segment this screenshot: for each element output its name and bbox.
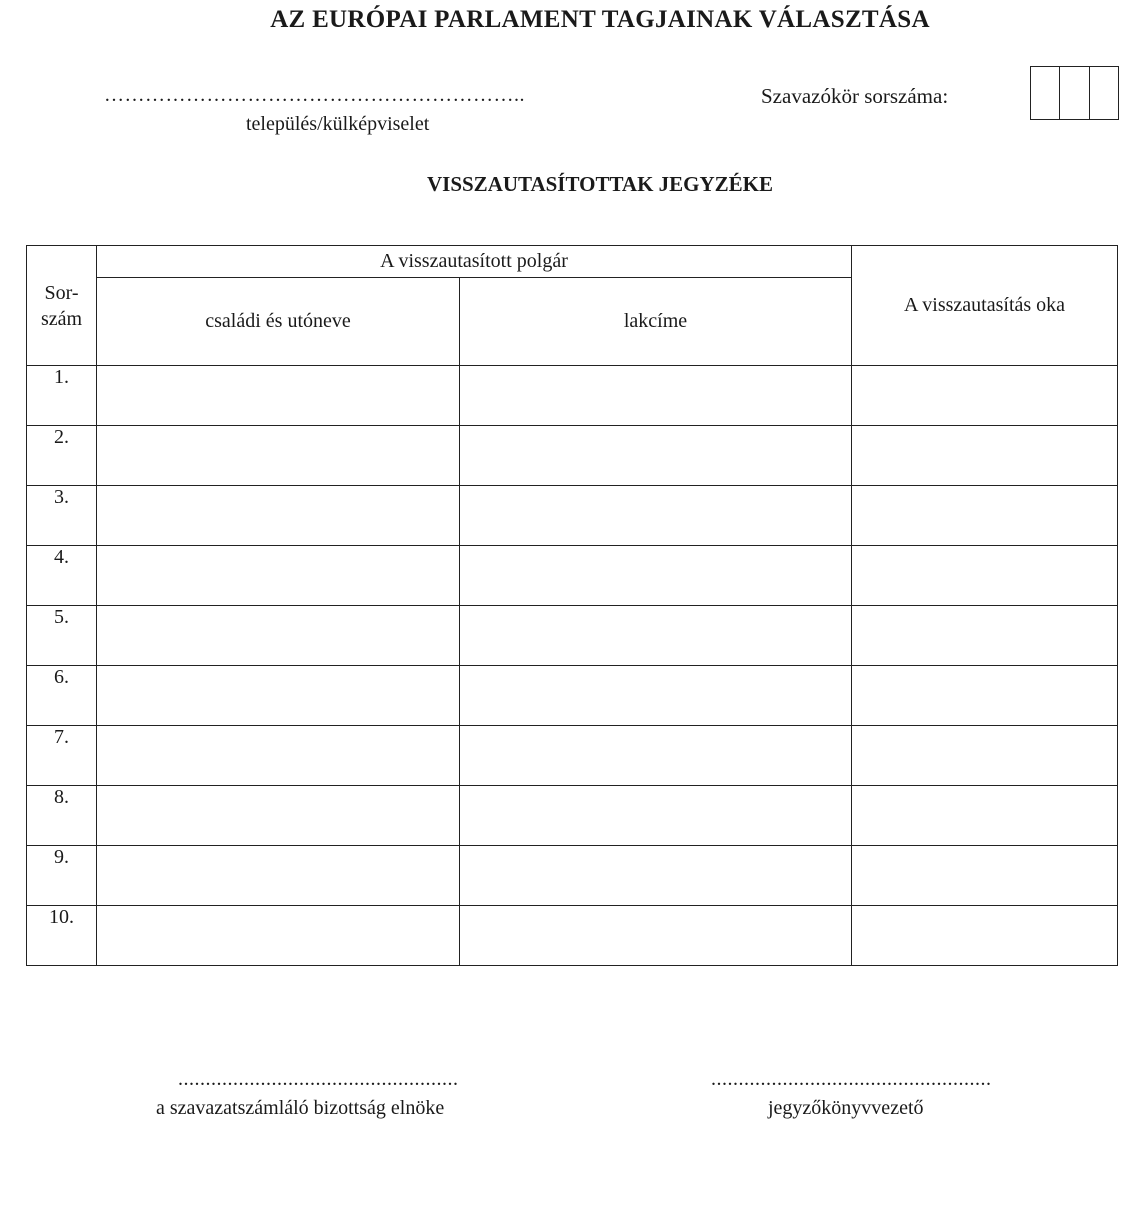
row-number: 8. — [27, 786, 97, 846]
precinct-number-label: Szavazókör sorszáma: — [761, 84, 949, 108]
clerk-signature-line[interactable]: ................................................... — [711, 1068, 992, 1090]
serial-header-line-1: Sor- — [44, 281, 79, 304]
rejected-voters-table — [26, 245, 1118, 966]
address-cell[interactable] — [460, 546, 852, 606]
table-row — [27, 786, 1118, 846]
address-cell[interactable] — [460, 366, 852, 426]
clerk-signature-label: jegyzőkönyvvezető — [768, 1097, 924, 1119]
row-number: 3. — [27, 486, 97, 546]
name-cell[interactable] — [97, 546, 460, 606]
settlement-label: település/külképviselet — [246, 113, 430, 135]
row-number: 4. — [27, 546, 97, 606]
precinct-digit-box[interactable] — [1031, 67, 1060, 119]
address-cell[interactable] — [460, 486, 852, 546]
rejected-citizen-header: A visszautasított polgár — [97, 246, 852, 278]
reason-cell[interactable] — [852, 426, 1118, 486]
reason-cell[interactable] — [852, 906, 1118, 966]
name-cell[interactable] — [97, 606, 460, 666]
name-cell[interactable] — [97, 786, 460, 846]
table-row — [27, 726, 1118, 786]
serial-number-header — [27, 246, 97, 366]
reason-cell[interactable] — [852, 486, 1118, 546]
address-cell[interactable] — [460, 606, 852, 666]
reason-cell[interactable] — [852, 606, 1118, 666]
reason-cell[interactable] — [852, 546, 1118, 606]
address-cell[interactable] — [460, 426, 852, 486]
precinct-digit-box[interactable] — [1090, 67, 1118, 119]
chair-signature-line[interactable]: ................................................... — [178, 1068, 459, 1090]
serial-header-line-2: szám — [40, 307, 83, 330]
row-number: 10. — [27, 906, 97, 966]
row-number: 6. — [27, 666, 97, 726]
table-row — [27, 666, 1118, 726]
chair-signature-label: a szavazatszámláló bizottság elnöke — [156, 1097, 445, 1119]
reason-cell[interactable] — [852, 726, 1118, 786]
name-header: családi és utóneve — [97, 278, 460, 366]
reason-cell[interactable] — [852, 366, 1118, 426]
document-title: AZ EURÓPAI PARLAMENT TAGJAINAK VÁLASZTÁSA — [270, 6, 930, 33]
name-cell[interactable] — [97, 486, 460, 546]
precinct-number-boxes — [1030, 66, 1119, 120]
table-row — [27, 486, 1118, 546]
address-cell[interactable] — [460, 906, 852, 966]
address-cell[interactable] — [460, 726, 852, 786]
name-cell[interactable] — [97, 366, 460, 426]
row-number: 9. — [27, 846, 97, 906]
row-number: 7. — [27, 726, 97, 786]
table-row — [27, 426, 1118, 486]
address-cell[interactable] — [460, 846, 852, 906]
table-row — [27, 606, 1118, 666]
address-cell[interactable] — [460, 786, 852, 846]
address-header: lakcíme — [460, 278, 852, 366]
row-number: 5. — [27, 606, 97, 666]
name-cell[interactable] — [97, 726, 460, 786]
reason-cell[interactable] — [852, 786, 1118, 846]
table-row — [27, 546, 1118, 606]
address-cell[interactable] — [460, 666, 852, 726]
document-subtitle: VISSZAUTASÍTOTTAK JEGYZÉKE — [426, 172, 774, 196]
name-cell[interactable] — [97, 426, 460, 486]
reason-cell[interactable] — [852, 666, 1118, 726]
name-cell[interactable] — [97, 906, 460, 966]
table-row — [27, 366, 1118, 426]
row-number: 1. — [27, 366, 97, 426]
precinct-digit-box[interactable] — [1060, 67, 1089, 119]
table-row — [27, 846, 1118, 906]
row-number: 2. — [27, 426, 97, 486]
reason-cell[interactable] — [852, 846, 1118, 906]
name-cell[interactable] — [97, 666, 460, 726]
rejection-reason-header: A visszautasítás oka — [852, 246, 1118, 366]
name-cell[interactable] — [97, 846, 460, 906]
settlement-fill-line[interactable]: …………………………………………………….. — [104, 84, 525, 106]
table-row — [27, 906, 1118, 966]
